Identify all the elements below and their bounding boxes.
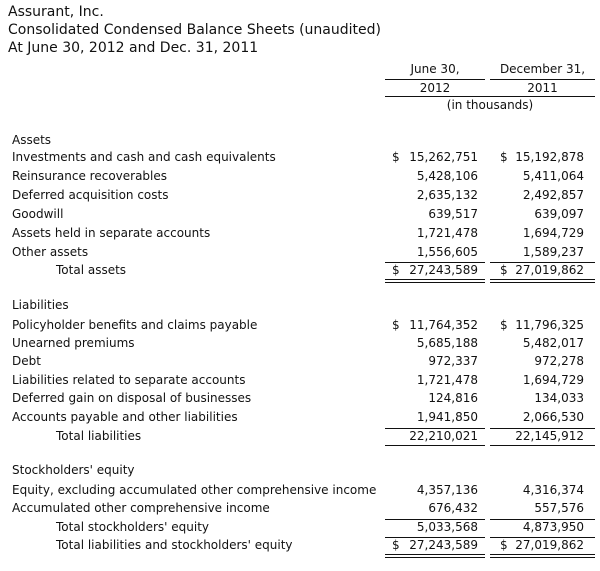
total-rule xyxy=(385,445,485,446)
value-2012: 1,941,850 xyxy=(416,410,478,424)
table-row xyxy=(0,352,600,370)
value-2011: 1,694,729 xyxy=(522,226,584,240)
value-2011: 134,033 xyxy=(534,391,584,405)
subtotal-rule xyxy=(490,519,595,520)
value-2011: 1,694,729 xyxy=(522,373,584,387)
value-2012: 972,337 xyxy=(428,354,478,368)
statement-title: Consolidated Condensed Balance Sheets (unaudited) xyxy=(8,22,381,38)
col-2011-header-line2: 2011 xyxy=(527,81,558,95)
value-2012: 15,262,751 xyxy=(409,150,478,164)
row-label: Deferred gain on disposal of businesses xyxy=(12,391,252,405)
assets-heading: Assets xyxy=(12,133,52,147)
value-2012: 124,816 xyxy=(428,391,478,405)
value-2012: 5,033,568 xyxy=(416,520,478,534)
row-label: Equity, excluding accumulated other comprehensive income xyxy=(12,483,377,497)
value-2012: 2,635,132 xyxy=(416,188,478,202)
row-label: Liabilities related to separate accounts xyxy=(12,373,246,387)
col-2012-header-line2: 2012 xyxy=(419,81,451,95)
equity-heading: Stockholders' equity xyxy=(12,463,135,477)
value-2012: 11,764,352 xyxy=(409,318,478,332)
value-2011: 1,589,237 xyxy=(522,245,584,259)
row-label: Investments and cash and cash equivalents xyxy=(12,150,276,164)
currency-symbol-2012: $ xyxy=(392,538,400,552)
table-row xyxy=(0,224,600,242)
currency-symbol-2011: $ xyxy=(500,538,508,552)
table-row xyxy=(0,536,600,554)
subtotal-rule xyxy=(385,537,485,538)
table-row xyxy=(0,167,600,185)
currency-symbol-2012: $ xyxy=(392,263,400,277)
units-label: (in thousands) xyxy=(446,98,534,112)
total-rule xyxy=(490,445,595,446)
col-2011-header-rule xyxy=(490,79,595,80)
subtotal-rule xyxy=(490,262,595,263)
value-2011: 22,145,912 xyxy=(515,429,584,443)
table-row xyxy=(0,427,600,445)
value-2012: 5,428,106 xyxy=(416,169,478,183)
total-double-rule xyxy=(490,554,595,558)
subtotal-rule xyxy=(385,262,485,263)
row-label: Debt xyxy=(12,354,41,368)
liabilities-heading: Liabilities xyxy=(12,298,69,312)
table-row xyxy=(0,186,600,204)
row-label: Policyholder benefits and claims payable xyxy=(12,318,258,332)
row-label: Other assets xyxy=(12,245,89,259)
col-2012-header-line1: June 30, xyxy=(410,62,460,76)
subtotal-rule xyxy=(385,519,485,520)
row-label: Goodwill xyxy=(12,207,64,221)
value-2011: 27,019,862 xyxy=(515,538,584,552)
table-row xyxy=(0,243,600,261)
row-label: Total assets xyxy=(56,263,127,277)
row-label: Accounts payable and other liabilities xyxy=(12,410,238,424)
subtotal-rule xyxy=(490,537,595,538)
value-2011: 15,192,878 xyxy=(515,150,584,164)
table-row xyxy=(0,389,600,407)
table-row xyxy=(0,316,600,334)
currency-symbol-2011: $ xyxy=(500,318,508,332)
value-2012: 676,432 xyxy=(428,501,478,515)
table-row xyxy=(0,148,600,166)
total-double-rule xyxy=(385,279,485,283)
total-double-rule xyxy=(385,554,485,558)
company-name: Assurant, Inc. xyxy=(8,4,104,20)
value-2012: 1,556,605 xyxy=(416,245,478,259)
value-2011: 2,066,530 xyxy=(522,410,584,424)
row-label: Unearned premiums xyxy=(12,336,135,350)
value-2012: 22,210,021 xyxy=(409,429,478,443)
value-2011: 2,492,857 xyxy=(522,188,584,202)
currency-symbol-2011: $ xyxy=(500,150,508,164)
header-bottom-rule xyxy=(385,96,595,97)
table-row xyxy=(0,205,600,223)
row-label: Reinsurance recoverables xyxy=(12,169,168,183)
value-2011: 27,019,862 xyxy=(515,263,584,277)
table-row xyxy=(0,518,600,536)
value-2012: 1,721,478 xyxy=(416,373,478,387)
value-2011: 557,576 xyxy=(534,501,584,515)
value-2012: 27,243,589 xyxy=(409,538,478,552)
value-2011: 972,278 xyxy=(534,354,584,368)
row-label: Accumulated other comprehensive income xyxy=(12,501,270,515)
currency-symbol-2011: $ xyxy=(500,263,508,277)
row-label: Deferred acquisition costs xyxy=(12,188,169,202)
subtotal-rule xyxy=(490,428,595,429)
total-double-rule xyxy=(490,279,595,283)
value-2012: 1,721,478 xyxy=(416,226,478,240)
value-2012: 639,517 xyxy=(428,207,478,221)
value-2011: 5,482,017 xyxy=(522,336,584,350)
col-2012-header-rule xyxy=(385,79,485,80)
value-2012: 27,243,589 xyxy=(409,263,478,277)
value-2011: 4,873,950 xyxy=(522,520,584,534)
value-2011: 4,316,374 xyxy=(522,483,584,497)
row-label: Total liabilities and stockholders' equity xyxy=(56,538,293,552)
value-2012: 4,357,136 xyxy=(416,483,478,497)
col-2011-header-line1: December 31, xyxy=(499,62,586,76)
table-row xyxy=(0,334,600,352)
row-label: Total stockholders' equity xyxy=(56,520,210,534)
value-2011: 5,411,064 xyxy=(522,169,584,183)
row-label: Assets held in separate accounts xyxy=(12,226,211,240)
statement-date: At June 30, 2012 and Dec. 31, 2011 xyxy=(8,40,259,56)
table-row xyxy=(0,371,600,389)
row-label: Total liabilities xyxy=(56,429,142,443)
value-2011: 639,097 xyxy=(534,207,584,221)
table-row xyxy=(0,481,600,499)
table-row xyxy=(0,408,600,426)
currency-symbol-2012: $ xyxy=(392,318,400,332)
table-row xyxy=(0,261,600,279)
value-2012: 5,685,188 xyxy=(416,336,478,350)
table-row xyxy=(0,499,600,517)
subtotal-rule xyxy=(385,428,485,429)
currency-symbol-2012: $ xyxy=(392,150,400,164)
value-2011: 11,796,325 xyxy=(515,318,584,332)
